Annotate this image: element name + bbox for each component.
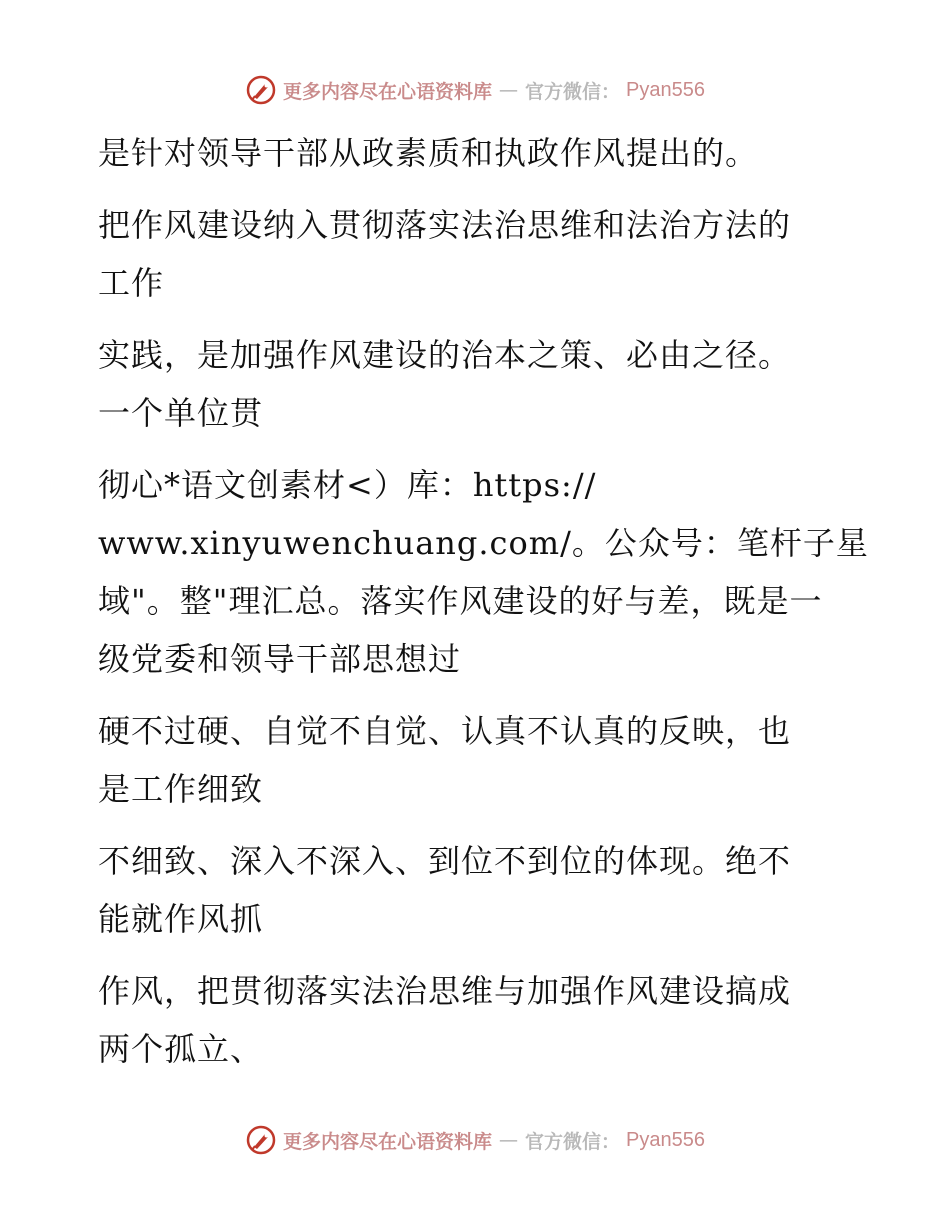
paragraph-line: 作风，把贯彻落实法治思维与加强作风建设搞成 xyxy=(98,972,792,1010)
paragraph-4 xyxy=(98,456,869,688)
paragraph-line: 级党委和领导干部思想过 xyxy=(98,640,462,678)
paragraph-line: 一个单位贯 xyxy=(98,394,264,432)
footer-brand-text: 更多内容尽在心语资料库 xyxy=(283,1130,493,1153)
paragraph-3 xyxy=(98,326,858,442)
footer-wechat-label: 官方微信： xyxy=(525,1130,621,1153)
paragraph-line: 工作 xyxy=(98,264,165,302)
header-brand-text: 更多内容尽在心语资料库 xyxy=(283,80,493,103)
paragraph-line: 是工作细致 xyxy=(98,770,264,808)
paragraph-line: www.xinyuwenchuang.com/。公众号：笔杆子星 xyxy=(98,524,869,562)
paragraph-6 xyxy=(98,832,858,948)
footer-wechat-id: Pyan556 xyxy=(626,1128,705,1151)
paragraph-line: 实践，是加强作风建设的治本之策、必由之径。 xyxy=(98,336,792,374)
header-wechat-id: Pyan556 xyxy=(626,78,705,101)
pen-nib-logo-icon xyxy=(245,1124,277,1156)
paragraph-line: 是针对领导干部从政素质和执政作风提出的。 xyxy=(98,134,759,172)
paragraph-1 xyxy=(98,124,858,182)
paragraph-line: 域"。整"理汇总。落实作风建设的好与差，既是一 xyxy=(98,582,823,620)
paragraph-7 xyxy=(98,962,858,1078)
header-banner xyxy=(0,70,950,110)
footer-banner xyxy=(0,1120,950,1160)
pen-nib-logo-icon xyxy=(245,74,277,106)
header-dash: — xyxy=(499,79,519,101)
footer-banner-content xyxy=(245,1124,705,1156)
document-body xyxy=(98,124,869,1092)
paragraph-line: 不细致、深入不深入、到位不到位的体现。绝不 xyxy=(98,842,792,880)
footer-dash: — xyxy=(499,1129,519,1151)
header-banner-content xyxy=(245,74,705,106)
paragraph-line: 彻心*语文创素材<）库：https:// xyxy=(98,466,597,504)
paragraph-2 xyxy=(98,196,858,312)
paragraph-line: 把作风建设纳入贯彻落实法治思维和法治方法的 xyxy=(98,206,792,244)
paragraph-5 xyxy=(98,702,858,818)
paragraph-line: 两个孤立、 xyxy=(98,1030,264,1068)
header-wechat-label: 官方微信： xyxy=(525,80,621,103)
paragraph-line: 硬不过硬、自觉不自觉、认真不认真的反映，也 xyxy=(98,712,792,750)
paragraph-line: 能就作风抓 xyxy=(98,900,264,938)
